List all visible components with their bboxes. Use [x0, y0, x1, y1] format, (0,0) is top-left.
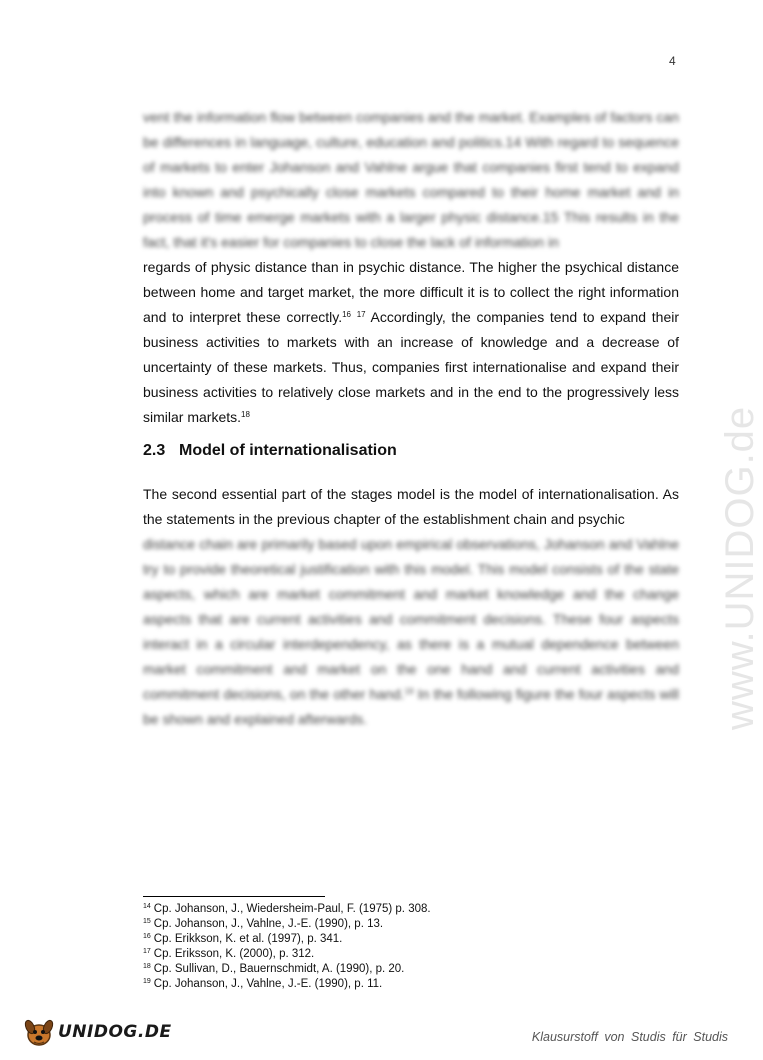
unidog-logo [22, 1014, 172, 1048]
footnote-text: Cp. Sullivan, D., Bauernschmidt, A. (1990), p. 20. [153, 963, 405, 975]
footnote-item [143, 917, 431, 932]
footnote-number: 15 [143, 918, 151, 925]
footnote-text: Cp. Eriksson, K. (2000), p. 312. [153, 948, 315, 960]
page-number: 4 [669, 54, 676, 68]
paragraph-2-blurred [143, 532, 679, 732]
paragraph-2-blurred-text-1: distance chain are primarily based upon empirical observations, Johanson and Vahlne try to provide theoretical justification with this model. This model consists of the state aspects, which are market commitment and market knowledge and the change aspects that are current activities and commitment decisions. These four aspects interact in a circular interdependency, as there is a mutual dependence between market commitment and market on the one hand and current activities and commitment decisions, on the other hand. [143, 536, 679, 702]
footnote-text: Cp. Johanson, J., Vahlne, J.-E. (1990), p. 13. [153, 918, 384, 930]
footnote-number: 18 [143, 963, 151, 970]
paragraph-top-text-2: Accordingly, the companies tend to expand their business activities to markets with an increase of knowledge and a decrease of uncertainty of these markets. Thus, companies first internationalise and expand their business activities to relatively close markets and in the end to the progressively less similar markets. [143, 309, 680, 425]
footer-tagline: Klausurstoff von Studis für Studis [531, 1030, 728, 1044]
paragraph-top-text-1: regards of physic distance than in psychic distance. The higher the psychical distance between home and target market, the more difficult it is to collect the right information and to interpret these correctly. [143, 259, 679, 325]
paragraph-2-blurred-text-2: In the following figure the four aspects will be shown and explained afterwards. [143, 686, 679, 727]
footnote-number: 17 [143, 948, 151, 955]
footnote-ref-16: 16 [342, 310, 351, 319]
footnote-divider [143, 896, 325, 897]
footnote-number: 14 [143, 903, 151, 910]
footnote-item [143, 932, 431, 947]
logo-text: UNIDOG.DE [58, 1022, 172, 1042]
footnote-text: Cp. Erikkson, K. et al. (1997), p. 341. [153, 933, 343, 945]
footnote-ref-18: 18 [241, 410, 250, 419]
footnote-item [143, 962, 431, 977]
footnote-ref-19: 19 [404, 687, 414, 696]
footnote-item [143, 947, 431, 962]
footnote-number: 16 [143, 933, 151, 940]
section-title: Model of internationalisation [179, 442, 397, 459]
watermark: www.UNIDOG.de [718, 405, 762, 730]
paragraph-top-blurred: vent the information flow between companies and the market. Examples of factors can be differences in language, culture, education and politics.14 With regard to sequence of markets to enter Johanson and Vahlne argue that companies first tend to expand into known and psychically close markets compared to their home market and in process of time emerge markets with a larger physic distance.15 This results in the fact, that it's easier for companies to close the lack of information in [143, 109, 679, 250]
paragraph-2-clear: The second essential part of the stages model is the model of internationalisation. As the statements in the previous chapter of the establishment chain and psychic [143, 486, 679, 527]
dog-mascot-icon [22, 1014, 56, 1048]
section-heading [143, 442, 397, 460]
footnote-item [143, 902, 431, 917]
footnote-text: Cp. Johanson, J., Wiedersheim-Paul, F. (1975) p. 308. [153, 903, 431, 915]
footnote-list [143, 902, 431, 992]
paragraph-top [143, 255, 679, 430]
section-number: 2.3 [143, 442, 166, 459]
footnote-item [143, 977, 431, 992]
footnote-number: 19 [143, 978, 151, 985]
footnote-ref-17: 17 [356, 310, 366, 319]
footnote-text: Cp. Johanson, J., Vahlne, J.-E. (1990), p. 11. [153, 978, 383, 990]
